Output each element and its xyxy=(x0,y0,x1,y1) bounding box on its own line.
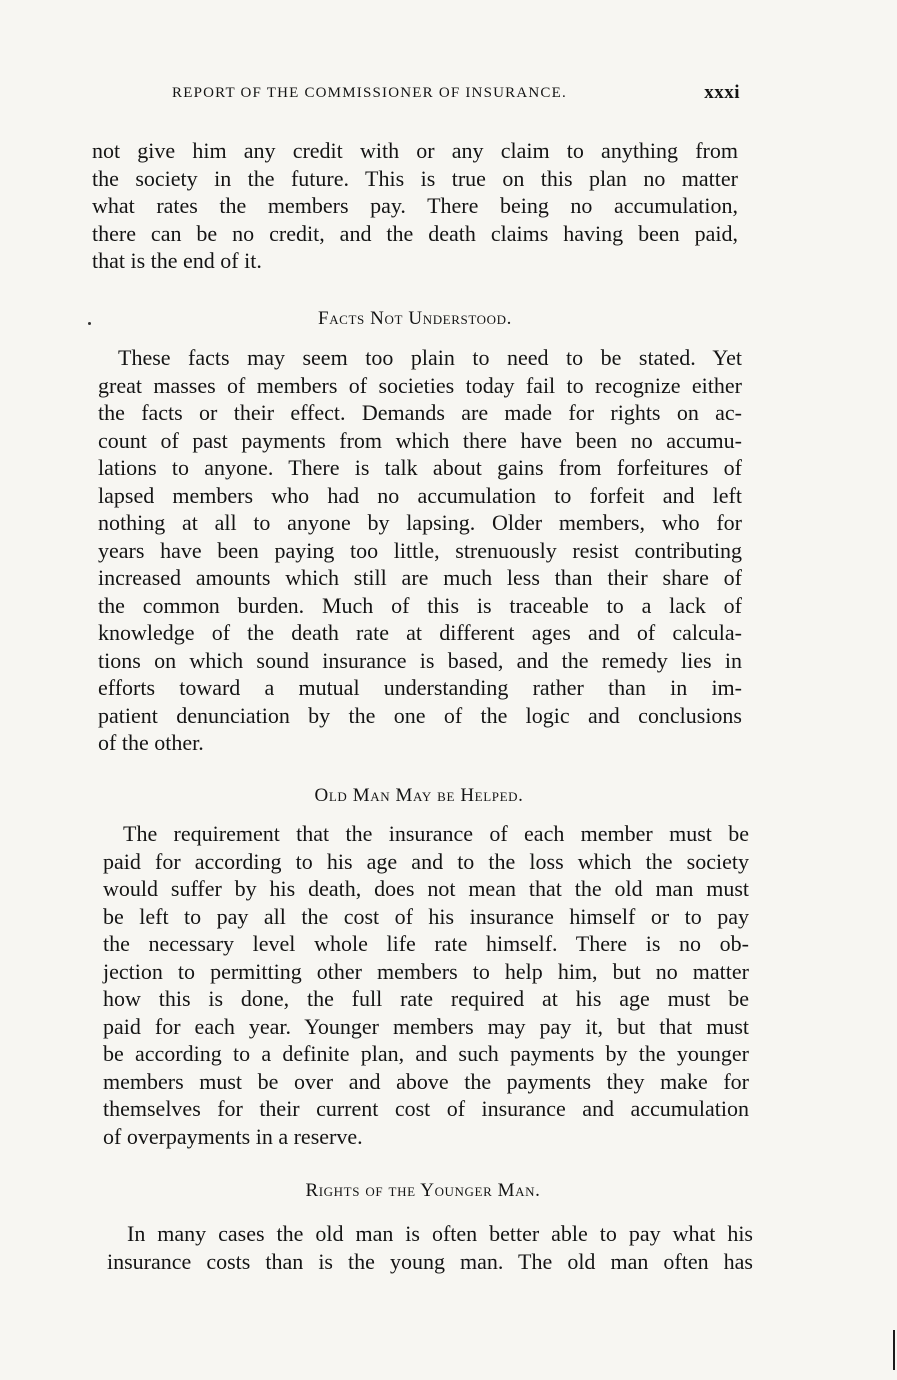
text-line: lations to anyone. There is talk about gains from forfeitures of xyxy=(98,455,742,480)
section-paragraph xyxy=(103,820,749,1150)
text-line: tions on which sound insurance is based, and the remedy lies in xyxy=(98,647,742,673)
text-line: nothing at all to anyone by lapsing. Older members, who for xyxy=(98,510,742,535)
section-heading: Rights of the Younger Man. xyxy=(305,1180,541,1201)
running-title: REPORT OF THE COMMISSIONER OF INSURANCE. xyxy=(172,85,567,101)
text-line: there can be no credit, and the death claims having been paid, xyxy=(92,220,738,246)
text-line: insurance costs than is the young man. The old man often has xyxy=(107,1248,753,1274)
text-line: be according to a definite plan, and such payments by the younger xyxy=(103,1041,749,1066)
text-line: efforts toward a mutual understanding rather than in im- xyxy=(98,675,742,700)
text-line: jection to permitting other members to help him, but no matter xyxy=(103,958,749,984)
text-line: would suffer by his death, does not mean that the old man must xyxy=(103,876,749,901)
running-head xyxy=(172,82,740,109)
text-line: These facts may seem too plain to need to be stated. Yet xyxy=(118,345,742,370)
text-line: themselves for their current cost of insurance and accumulation xyxy=(103,1096,749,1121)
text-line: how this is done, the full rate required at his age must be xyxy=(103,986,749,1011)
text-line: great masses of members of societies today fail to recognize either xyxy=(98,372,742,398)
text-line: paid for according to his age and to the loss which the society xyxy=(103,848,749,874)
text-line: years have been paying too little, strenuously resist contributing xyxy=(98,537,742,563)
section-heading: Facts Not Understood. xyxy=(318,308,512,329)
text-line: of the other. xyxy=(98,730,204,755)
text-line: the society in the future. This is true on this plan no matter xyxy=(92,165,738,191)
text-line: increased amounts which still are much less than their share of xyxy=(98,565,742,590)
text-line: the common burden. Much of this is traceable to a lack of xyxy=(98,592,742,618)
text-line: that is the end of it. xyxy=(92,248,262,273)
text-line: what rates the members pay. There being no accumulation, xyxy=(92,193,738,218)
text-line: knowledge of the death rate at different ages and of calcula- xyxy=(98,620,742,645)
section-heading: Old Man May be Helped. xyxy=(314,785,524,806)
scan-edge-mark xyxy=(893,1330,895,1370)
text-line: be left to pay all the cost of his insurance himself or to pay xyxy=(103,903,749,929)
text-line: count of past payments from which there have been no accumu- xyxy=(98,427,742,453)
page-number: xxxi xyxy=(704,82,740,103)
text-line: patient denunciation by the one of the logic and conclusions xyxy=(98,702,742,728)
section-paragraph xyxy=(107,1220,753,1275)
text-line: not give him any credit with or any claim to anything from xyxy=(92,138,738,163)
text-line: the facts or their effect. Demands are made for rights on ac- xyxy=(98,400,742,425)
continuation-paragraph xyxy=(92,137,738,275)
text-line: In many cases the old man is often better able to pay what his xyxy=(127,1221,753,1246)
text-line: lapsed members who had no accumulation to forfeit and left xyxy=(98,482,742,508)
stray-mark xyxy=(88,322,91,325)
text-line: paid for each year. Younger members may pay it, but that must xyxy=(103,1013,749,1039)
text-line: the necessary level whole life rate himself. There is no ob- xyxy=(103,931,749,956)
text-line: of overpayments in a reserve. xyxy=(103,1123,363,1149)
text-line: The requirement that the insurance of each member must be xyxy=(123,821,749,846)
text-line: members must be over and above the payments they make for xyxy=(103,1068,749,1094)
section-paragraph xyxy=(98,344,742,757)
